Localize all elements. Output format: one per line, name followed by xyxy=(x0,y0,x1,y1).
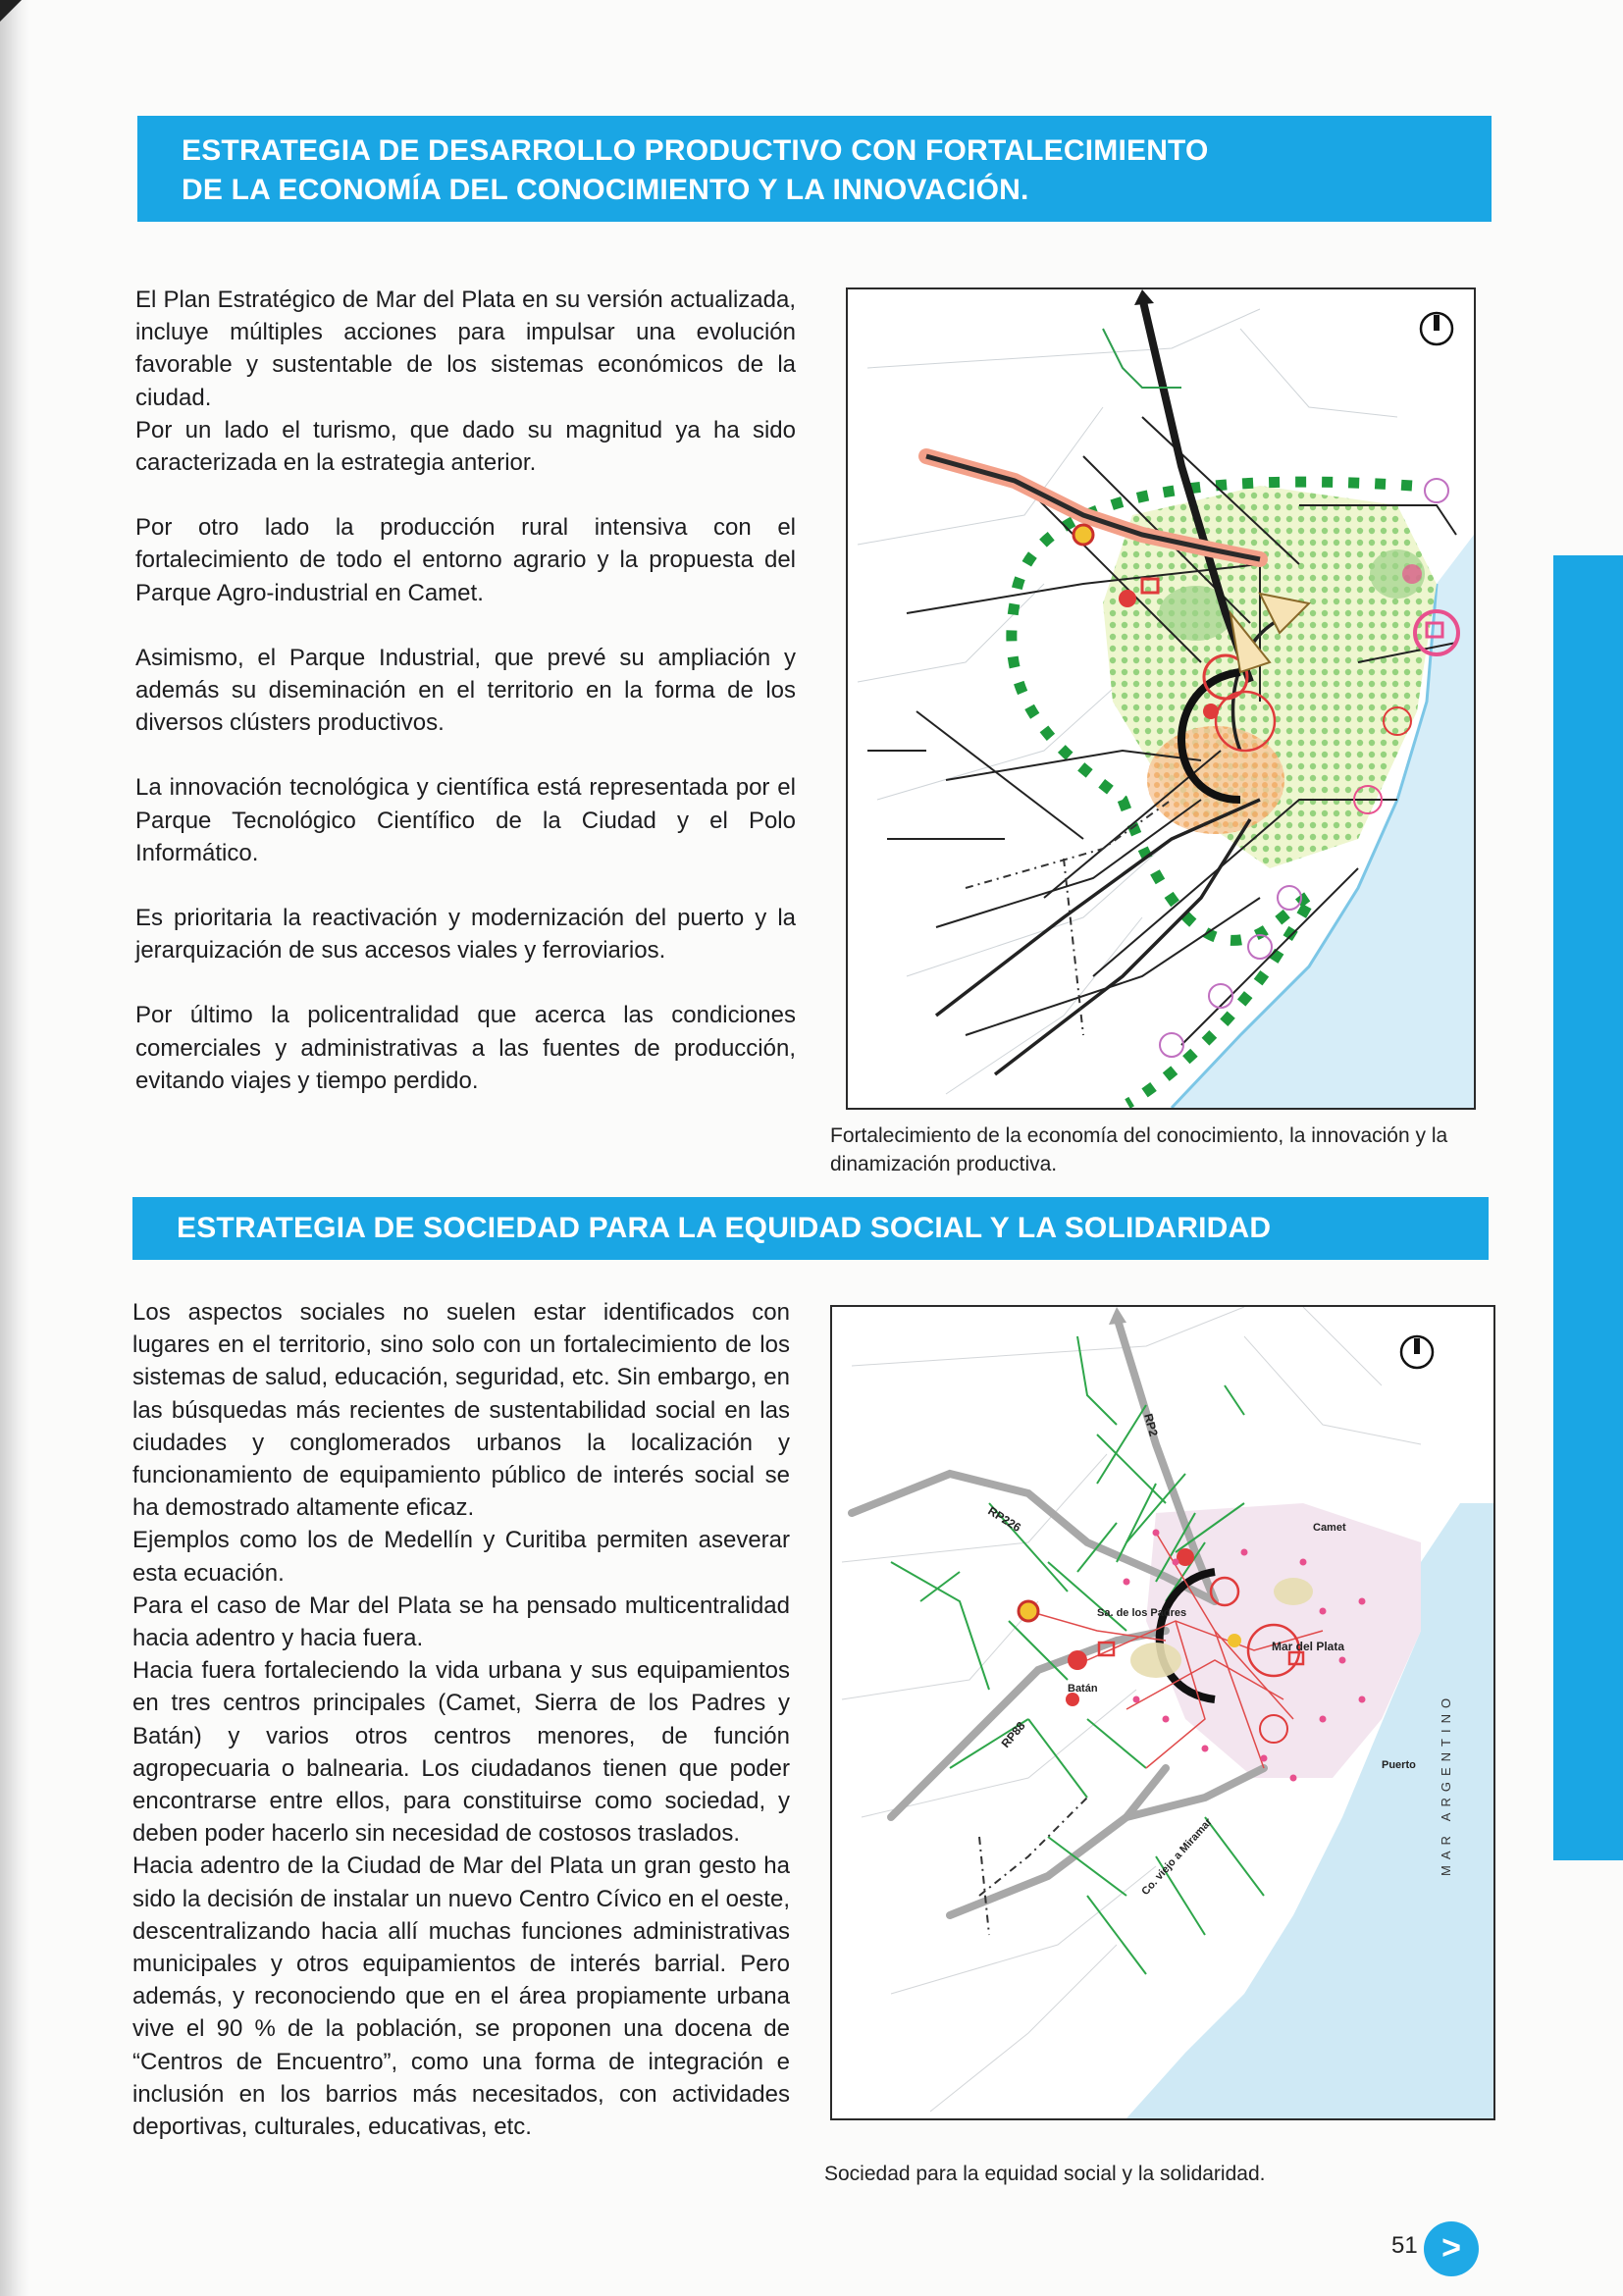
map-label-rp88: RP88 xyxy=(998,1718,1028,1750)
section2-paragraph: Hacia adentro de la Ciudad de Mar del Plata un gran gesto ha sido la decisión de instalar un nuevo Centro Cívico en el oeste, descentralizando hacia allí muchas funciones administrativas municipales y otros equipamientos de interés barrial. Pero además, y reconociendo que en el área propiamente urbana vive el 90 % de la población, se proponen una docena de “Centros de Encuentro”, como una forma de integración e inclusión en los barrios más necesitados, con actividades deportivas, culturales, educativas, etc. xyxy=(132,1852,790,2141)
section2-paragraph: Hacia fuera fortaleciendo la vida urbana y sus equipamientos en tres centros principales (Camet, Sierra de los Padres y Batán) y varios otros centros menores, de función agropecuaria o balnearia. Los ciudadanos tienen que poder encontrarse entre ellos, para constituirse como sociedad, y deben poder hacerlo sin necesidad de costosos traslados. xyxy=(132,1657,790,1848)
map-label-camet: Camet xyxy=(1313,1522,1346,1534)
section2-paragraph: Ejemplos como los de Medellín y Curitiba permiten aseverar esta ecuación. xyxy=(132,1527,790,1587)
figure1-caption: Fortalecimiento de la economía del conocimiento, la innovación y la dinamización productiva. xyxy=(830,1124,1448,1175)
section1-paragraph: La innovación tecnológica y científica está representada por el Parque Tecnológico Científico de la Ciudad y el Polo Informático. xyxy=(135,774,796,866)
economy-strategy-map xyxy=(846,287,1476,1110)
map-label-sierra: Sa. de los Padres xyxy=(1097,1607,1187,1619)
section1-paragraph: Por último la policentralidad que acerca las condiciones comerciales y administrativas a las fuentes de producción, evitando viajes y tiempo perdido. xyxy=(135,1002,796,1094)
side-tab-marker xyxy=(1553,555,1623,1860)
map-label-sea: MAR ARGENTINO xyxy=(1439,1692,1453,1876)
next-page-button[interactable]: > xyxy=(1424,2221,1479,2276)
map-label-miramar: Co. viejo a Miramar xyxy=(1139,1816,1215,1899)
book-spine-shadow xyxy=(0,0,29,2296)
section1-title-banner xyxy=(137,116,1492,222)
section1-title-line2: DE LA ECONOMÍA DEL CONOCIMIENTO Y LA INNOVACIÓN. xyxy=(182,174,1029,206)
section1-paragraph: Por otro lado la producción rural intensiva con el fortalecimiento de todo el entorno agrario y la propuesta del Parque Agro-industrial en Camet. xyxy=(135,514,796,606)
map-label-rp2: RP2 xyxy=(1141,1412,1161,1438)
map-label-puerto: Puerto xyxy=(1382,1759,1416,1771)
section1-paragraph: Es prioritaria la reactivación y modernización del puerto y la jerarquización de sus accesos viales y ferroviarios. xyxy=(135,905,796,965)
figure2-caption: Sociedad para la equidad social y la solidaridad. xyxy=(824,2163,1266,2185)
section2-title: ESTRATEGIA DE SOCIEDAD PARA LA EQUIDAD SOCIAL Y LA SOLIDARIDAD xyxy=(177,1212,1272,1244)
page-corner xyxy=(0,0,22,22)
section1-paragraph: Por un lado el turismo, que dado su magnitud ya ha sido caracterizada en la estrategia anterior. xyxy=(135,416,796,477)
section1-paragraph: El Plan Estratégico de Mar del Plata en su versión actualizada, incluye múltiples acciones para impulsar una evolución favorable y sustentable de los sistemas económicos de la ciudad. xyxy=(135,287,796,411)
section2-paragraph: Para el caso de Mar del Plata se ha pensado multicentralidad hacia adentro y hacia fuera. xyxy=(132,1592,790,1652)
page-number: 51 xyxy=(1391,2232,1418,2259)
section1-title-line1: ESTRATEGIA DE DESARROLLO PRODUCTIVO CON FORTALECIMIENTO xyxy=(182,134,1209,167)
social-equity-map xyxy=(830,1305,1495,2120)
section1-paragraph: Asimismo, el Parque Industrial, que prevé su ampliación y además su diseminación en el territorio en la forma de los diversos clústers productivos. xyxy=(135,644,796,737)
section2-body xyxy=(132,1296,790,2143)
map-label-batan: Batán xyxy=(1068,1683,1098,1695)
section2-title-banner xyxy=(132,1197,1489,1260)
map-label-rp226: RP226 xyxy=(985,1503,1023,1535)
section1-body xyxy=(135,284,796,1097)
section2-paragraph: Los aspectos sociales no suelen estar identificados con lugares en el territorio, sino solo con un fortalecimiento de los sistemas de salud, educación, seguridad, etc. Sin embargo, en las búsquedas más recientes de sustentabilidad social en las ciudades y conglomerados urbanos la localización y funcionamiento de equipamiento público de interés social se ha demostrado altamente eficaz. xyxy=(132,1299,790,1522)
map-label-mar-del-plata: Mar del Plata xyxy=(1272,1640,1345,1653)
